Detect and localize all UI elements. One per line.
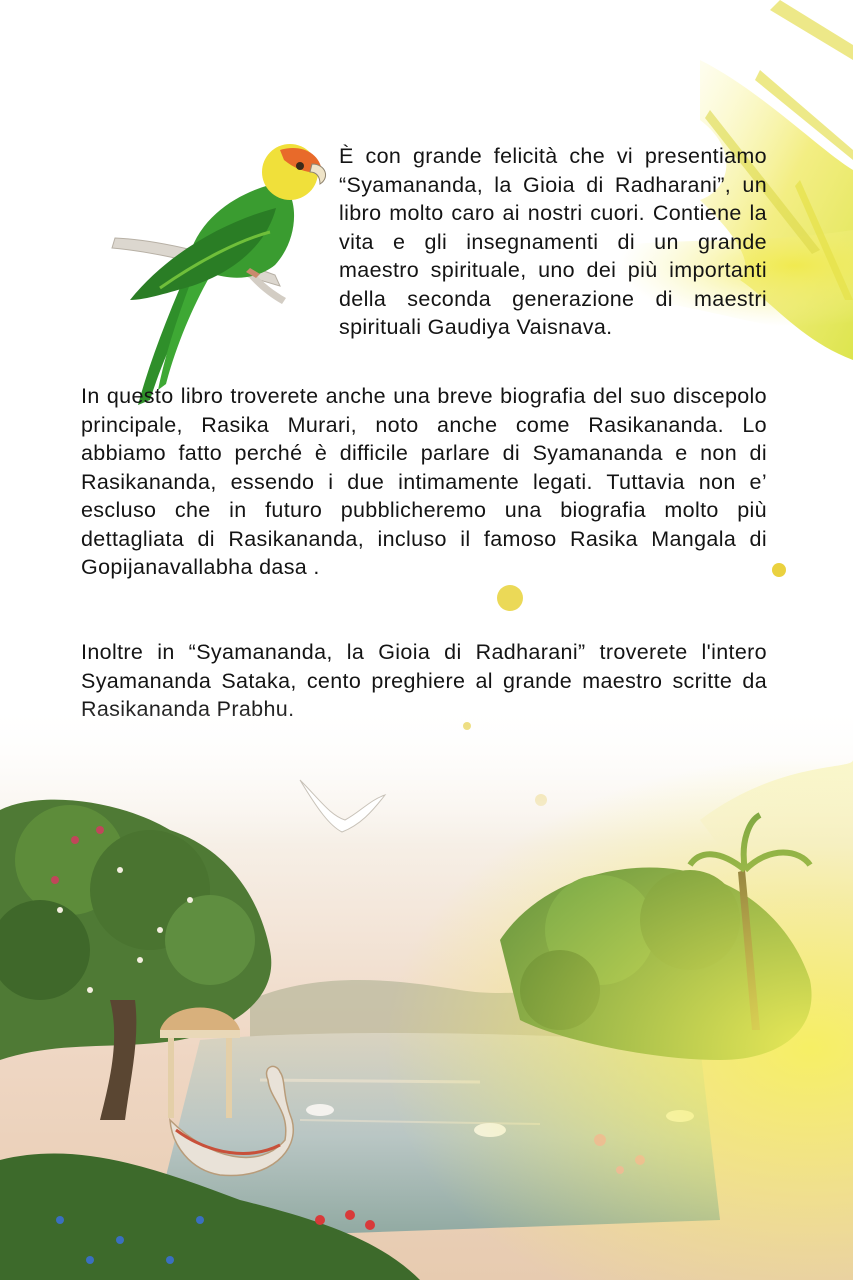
- landscape-painting: [0, 700, 853, 1280]
- biography-paragraph: In questo libro troverete anche una breve biografia del suo discepolo principale, Rasika Murari, noto anche come Rasikananda. Lo abbiamo fatto perché è difficile parlare di Syamananda e non di Rasikananda, essendo i due intimamente legati. Tuttavia non e’ escluso che in futuro pubblicheremo una biografia molto più dettagliata di Rasikananda, incluso il famoso Rasika Mangala di Gopijanavallabha dasa .: [81, 384, 767, 579]
- parrot-illustration: [100, 140, 330, 410]
- intro-paragraph: È con grande felicità che vi presentiamo “Syamananda, la Gioia di Radharani”, un libro molto caro ai nostri cuori. Contiene la vita e gli insegnamenti di un grande maestro spirituale, uno dei più importanti della seconda generazione di maestri spirituali Gaudiya Vaisnava.: [339, 144, 767, 339]
- sataka-paragraph: Inoltre in “Syamananda, la Gioia di Radharani” troverete l'intero Syamananda Sataka, cento preghiere al grande maestro scritte da: [81, 640, 767, 693]
